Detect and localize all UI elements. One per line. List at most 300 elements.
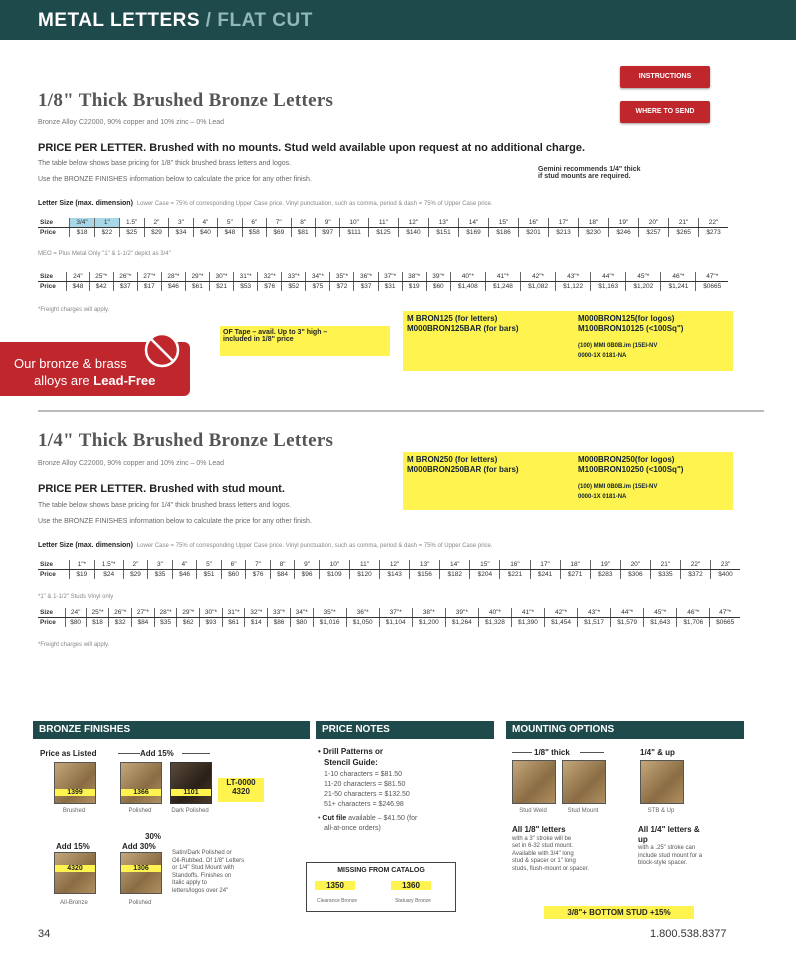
table-cell: $151 bbox=[428, 228, 458, 238]
table-cell: $1,643 bbox=[644, 618, 677, 628]
code-logos: M000BRON250(for logos) bbox=[578, 455, 675, 464]
table-cell: 31"* bbox=[222, 608, 245, 618]
row-label: Size bbox=[38, 218, 69, 228]
table-cell: $29 bbox=[144, 228, 168, 238]
table-cell: 30"* bbox=[200, 608, 223, 618]
table-cell: $257 bbox=[639, 228, 669, 238]
table-cell: 4" bbox=[172, 560, 197, 570]
section1-price-per-letter: PRICE PER LETTER. Brushed with no mounts. Stud weld available upon request at no additional charge. bbox=[38, 142, 586, 154]
no-lead-icon bbox=[144, 332, 180, 368]
missing-title: MISSING FROM CATALOG bbox=[337, 867, 425, 874]
table-cell: $1,706 bbox=[677, 618, 710, 628]
lead-free-line2: alloys are Lead-Free bbox=[34, 373, 156, 388]
section2-codes bbox=[403, 452, 733, 510]
table-cell: $76 bbox=[246, 570, 271, 580]
table-cell: $143 bbox=[380, 570, 410, 580]
table-cell: $1,264 bbox=[445, 618, 478, 628]
table-cell: 44"* bbox=[611, 608, 644, 618]
code-bars: M000BRON125BAR (for bars) bbox=[407, 324, 519, 333]
table-cell: $51 bbox=[197, 570, 222, 580]
table-cell: 35"* bbox=[313, 608, 346, 618]
section2-alloy: Bronze Alloy C22000, 90% copper and 10% zinc – 0% Lead bbox=[38, 460, 225, 467]
table-cell: $1,408 bbox=[450, 282, 485, 292]
table-cell: $156 bbox=[410, 570, 440, 580]
table-cell: $241 bbox=[530, 570, 560, 580]
table-cell: 30"* bbox=[210, 272, 234, 282]
table-cell: $60 bbox=[221, 570, 246, 580]
bracket-line bbox=[512, 752, 532, 753]
table-cell: $37 bbox=[354, 282, 378, 292]
table-cell: 18" bbox=[560, 560, 590, 570]
table-cell: 2" bbox=[123, 560, 148, 570]
list-item: 11-20 characters = $81.50 bbox=[324, 781, 406, 788]
section2-table-1 bbox=[38, 560, 740, 579]
thick-label: 1/8" thick bbox=[534, 748, 570, 757]
table-cell: 27"* bbox=[132, 608, 155, 618]
code-note-2: 0000-1X 0181-NA bbox=[578, 494, 627, 500]
swatch-polished: 1366 bbox=[120, 762, 162, 804]
instructions-button[interactable]: INSTRUCTIONS bbox=[620, 66, 710, 88]
code-note-2: 0000-1X 0181-NA bbox=[578, 353, 627, 359]
swatch-polished-2-label: Polished bbox=[128, 900, 152, 906]
table-cell: $221 bbox=[500, 570, 530, 580]
table-cell: 37"* bbox=[379, 608, 412, 618]
table-cell: 28"* bbox=[161, 272, 185, 282]
table-cell: $265 bbox=[669, 228, 699, 238]
stud-weld-label: Stud Weld bbox=[519, 808, 547, 814]
table-cell: $186 bbox=[488, 228, 518, 238]
table-cell: 42"* bbox=[520, 272, 555, 282]
swatch-polished-2: 1306 bbox=[120, 852, 162, 894]
row-label: Price bbox=[40, 571, 56, 578]
where-to-send-button[interactable]: WHERE TO SEND bbox=[620, 101, 710, 123]
drill-patterns-heading: • Drill Patterns or bbox=[318, 747, 384, 756]
gemini-recommendation: Gemini recommends 1/4" thick if stud mounts are required. bbox=[538, 166, 641, 180]
table-cell: 22" bbox=[680, 560, 710, 570]
bracket-line bbox=[580, 752, 604, 753]
row-label: Size bbox=[38, 272, 67, 282]
table-cell: 20" bbox=[639, 218, 669, 228]
table-cell: $24 bbox=[94, 570, 123, 580]
table-cell: 45"* bbox=[644, 608, 677, 618]
table-cell: 16" bbox=[519, 218, 549, 228]
row-label: Price bbox=[40, 229, 56, 236]
table-cell: $61 bbox=[222, 618, 245, 628]
mounting-right-note: All 1/4" letters & up with a .25" stroke can include stud mount for a block-style spacer. bbox=[638, 825, 703, 866]
list-item: 1-10 characters = $81.50 bbox=[324, 771, 403, 778]
row-label: Price bbox=[40, 283, 56, 290]
table-cell: $53 bbox=[234, 282, 258, 292]
table-cell: $0665 bbox=[696, 282, 728, 292]
table-cell: $273 bbox=[699, 228, 728, 238]
add15-top: Add 15% bbox=[140, 749, 174, 758]
table-cell: $372 bbox=[680, 570, 710, 580]
table-row bbox=[38, 618, 740, 628]
table-cell: 37"* bbox=[378, 272, 402, 282]
section1-line2: Use the BRONZE FINISHES information below to calculate the price for any other finish. bbox=[38, 176, 312, 183]
table-cell: $1,579 bbox=[611, 618, 644, 628]
table-cell: $75 bbox=[306, 282, 330, 292]
table-cell: $18 bbox=[69, 228, 94, 238]
table-cell: 11" bbox=[349, 560, 379, 570]
price-as-listed: Price as Listed bbox=[40, 749, 97, 758]
table-cell: $58 bbox=[242, 228, 266, 238]
table-cell: $61 bbox=[185, 282, 209, 292]
code-small-logos: M100BRON10125 (<100Sq") bbox=[578, 324, 684, 333]
table-cell: $213 bbox=[549, 228, 579, 238]
table-cell: 6" bbox=[242, 218, 266, 228]
section2-title: 1/4" Thick Brushed Bronze Letters bbox=[38, 430, 334, 451]
table-cell: 25"* bbox=[89, 272, 113, 282]
table-cell: 35"* bbox=[330, 272, 354, 282]
table-cell: $37 bbox=[113, 282, 137, 292]
table-cell: $201 bbox=[519, 228, 549, 238]
code-letters: M BRON125 (for letters) bbox=[407, 314, 498, 323]
table-cell: $271 bbox=[560, 570, 590, 580]
table-cell: $1,082 bbox=[520, 282, 555, 292]
section2-price-per-letter: PRICE PER LETTER. Brushed with stud mount. bbox=[38, 483, 285, 495]
table-cell: $21 bbox=[210, 282, 234, 292]
table-cell: 21" bbox=[650, 560, 680, 570]
table-cell: 26"* bbox=[109, 608, 132, 618]
table-cell: $246 bbox=[609, 228, 639, 238]
table-cell: $182 bbox=[440, 570, 470, 580]
table-cell: 29"* bbox=[185, 272, 209, 282]
table-cell: $111 bbox=[340, 228, 369, 238]
section1-line1: The table below shows base pricing for 1/8" thick brushed brass letters and logos. bbox=[38, 160, 292, 167]
table-cell: 38"* bbox=[412, 608, 445, 618]
table-cell: $306 bbox=[620, 570, 650, 580]
stb-label: STB & Up bbox=[647, 808, 675, 814]
missing-sub-2: Statuary Bronze bbox=[395, 898, 431, 904]
table-cell: 33"* bbox=[268, 608, 291, 618]
section2-note-a: *1" & 1-1/2" Studs Vinyl only bbox=[38, 594, 114, 600]
table-cell: $29 bbox=[123, 570, 148, 580]
table-cell: $1,016 bbox=[313, 618, 346, 628]
table-cell: $125 bbox=[368, 228, 398, 238]
table-cell: 5" bbox=[218, 218, 242, 228]
section1-note-a: MEO = Plus Metal Only "1" & 1-1/2" depict as 3/4" bbox=[38, 251, 171, 257]
table-cell: 26"* bbox=[113, 272, 137, 282]
table-cell: $1,241 bbox=[661, 282, 696, 292]
price-notes-bar: PRICE NOTES bbox=[316, 721, 494, 739]
table-row bbox=[38, 560, 740, 570]
stud-weld-image bbox=[512, 760, 556, 804]
table-cell: 42"* bbox=[544, 608, 577, 618]
section2-note-b: *Freight charges will apply. bbox=[38, 642, 110, 648]
table-cell: $400 bbox=[711, 570, 740, 580]
lead-free-badge bbox=[0, 342, 190, 396]
table-cell: $35 bbox=[148, 570, 173, 580]
table-cell: 7" bbox=[246, 560, 271, 570]
finishes-note: Satin/Dark Polished or Oil-Rubbed. Of 1/8" Letters or 1/4" Stud Mount with Standoffs. Finishes on Italic apply to letters/logos over 24" bbox=[172, 850, 245, 894]
table-cell: 8" bbox=[270, 560, 295, 570]
table-cell: $81 bbox=[291, 228, 315, 238]
table-cell: 24" bbox=[65, 608, 86, 618]
table-row bbox=[38, 272, 728, 282]
add30-label: Add 30% bbox=[122, 842, 156, 851]
table-cell: $31 bbox=[378, 282, 402, 292]
lead-free-line1: Our bronze & brass bbox=[14, 356, 127, 371]
table-cell: 25"* bbox=[86, 608, 109, 618]
section1-note-b: *Freight charges will apply. bbox=[38, 307, 110, 313]
table-cell: 46"* bbox=[677, 608, 710, 618]
table-cell: 12" bbox=[398, 218, 428, 228]
table-cell: 36"* bbox=[346, 608, 379, 618]
table-row bbox=[38, 608, 740, 618]
table-cell: 3" bbox=[148, 560, 173, 570]
table-cell: 1.5" bbox=[119, 218, 144, 228]
table-cell: $69 bbox=[267, 228, 291, 238]
table-cell: $14 bbox=[245, 618, 268, 628]
table-cell: $72 bbox=[330, 282, 354, 292]
table-cell: $93 bbox=[200, 618, 223, 628]
table-cell: 17" bbox=[549, 218, 579, 228]
code-note-1: (100) MMI 0B0B.im (15EI-NV bbox=[578, 343, 658, 349]
table-cell: 9" bbox=[315, 218, 339, 228]
table-cell: $140 bbox=[398, 228, 428, 238]
table-cell: $52 bbox=[282, 282, 306, 292]
table-cell: 9" bbox=[295, 560, 320, 570]
table-cell: 13" bbox=[428, 218, 458, 228]
table-cell: $32 bbox=[109, 618, 132, 628]
table-cell: 1"* bbox=[70, 560, 95, 570]
table-cell: 40"* bbox=[478, 608, 511, 618]
table-cell: 12" bbox=[380, 560, 410, 570]
table-cell: $19 bbox=[402, 282, 426, 292]
add30-top: 30% bbox=[145, 832, 162, 841]
table-cell: 43"* bbox=[556, 272, 591, 282]
table-cell: $120 bbox=[349, 570, 379, 580]
table-cell: $1,200 bbox=[412, 618, 445, 628]
missing-sub-1: Clearance Bronze bbox=[316, 898, 358, 904]
table-cell: $1,122 bbox=[556, 282, 591, 292]
table-cell: $1,202 bbox=[626, 282, 661, 292]
table-cell: $283 bbox=[590, 570, 620, 580]
table-cell: 8" bbox=[291, 218, 315, 228]
table-cell: 1" bbox=[95, 218, 119, 228]
section1-table-1 bbox=[38, 218, 728, 237]
drill-price-list bbox=[324, 770, 410, 810]
stock-code: LT-0000 4320 bbox=[218, 778, 264, 802]
section1-table-2 bbox=[38, 272, 728, 291]
table-cell: $17 bbox=[137, 282, 161, 292]
table-cell: 24" bbox=[67, 272, 89, 282]
table-cell: 7" bbox=[267, 218, 291, 228]
table-cell: 14" bbox=[458, 218, 488, 228]
table-cell: 38"* bbox=[402, 272, 426, 282]
table-cell: $80 bbox=[65, 618, 86, 628]
table-cell: 36"* bbox=[354, 272, 378, 282]
bottom-stud-note: 3/8"+ BOTTOM STUD +15% bbox=[544, 906, 694, 919]
table-cell: $35 bbox=[154, 618, 177, 628]
table-cell: $97 bbox=[315, 228, 339, 238]
table-cell: 46"* bbox=[661, 272, 696, 282]
table-cell: $19 bbox=[70, 570, 95, 580]
table-cell: $86 bbox=[268, 618, 291, 628]
table-cell: 39"* bbox=[445, 608, 478, 618]
table-cell: 19" bbox=[609, 218, 639, 228]
table-cell: $18 bbox=[86, 618, 109, 628]
table-cell: 33"* bbox=[282, 272, 306, 282]
table-cell: $40 bbox=[193, 228, 217, 238]
table-cell: $0665 bbox=[710, 618, 740, 628]
table-cell: $84 bbox=[270, 570, 295, 580]
table-row bbox=[38, 570, 740, 580]
table-cell: 19" bbox=[590, 560, 620, 570]
table-cell: $62 bbox=[177, 618, 200, 628]
table-cell: 3" bbox=[169, 218, 193, 228]
table-cell: 5" bbox=[197, 560, 222, 570]
swatch-all-bronze: 4320 bbox=[54, 852, 96, 894]
of-tape-callout: OF Tape – avail. Up to 3" high – included in 1/8" price bbox=[220, 326, 390, 356]
table-cell: $96 bbox=[295, 570, 320, 580]
section2-table-2 bbox=[38, 608, 740, 627]
table-cell: 13" bbox=[410, 560, 440, 570]
code-small-logos: M100BRON10250 (<100Sq") bbox=[578, 465, 684, 474]
table-cell: 20" bbox=[620, 560, 650, 570]
list-item: 51+ characters = $246.98 bbox=[324, 801, 404, 808]
code-bars: M000BRON250BAR (for bars) bbox=[407, 465, 519, 474]
table-cell: $48 bbox=[67, 282, 89, 292]
table-cell: 4" bbox=[193, 218, 217, 228]
table-row bbox=[38, 228, 728, 238]
row-label: Size bbox=[38, 560, 70, 570]
row-label: Size bbox=[38, 608, 65, 618]
table-cell: 34"* bbox=[306, 272, 330, 282]
table-cell: 45"* bbox=[626, 272, 661, 282]
table-cell: 18" bbox=[579, 218, 609, 228]
section1-title: 1/8" Thick Brushed Bronze Letters bbox=[38, 90, 334, 111]
table-row bbox=[38, 282, 728, 292]
bracket-line bbox=[118, 753, 140, 754]
table-cell: $169 bbox=[458, 228, 488, 238]
row-label: Price bbox=[40, 619, 56, 626]
table-cell: $46 bbox=[172, 570, 197, 580]
table-cell: 3/4" bbox=[69, 218, 94, 228]
table-cell: 40"* bbox=[450, 272, 485, 282]
swatch-all-bronze-label: All-Bronze bbox=[60, 900, 88, 906]
table-cell: 31"* bbox=[234, 272, 258, 282]
table-cell: 11" bbox=[368, 218, 398, 228]
section2-letter-size: Letter Size (max. dimension) Lower Case = 75% of corresponding Upper Case price. Vinyl punctuation, such as comma, period & dash = 75% of Upper Case price. bbox=[38, 542, 493, 549]
table-cell: $42 bbox=[89, 282, 113, 292]
stud-mount-label: Stud Mount bbox=[567, 808, 599, 814]
table-cell: $335 bbox=[650, 570, 680, 580]
table-cell: $1,163 bbox=[591, 282, 626, 292]
code-letters: M BRON250 (for letters) bbox=[407, 455, 498, 464]
table-cell: 47"* bbox=[710, 608, 740, 618]
table-cell: $76 bbox=[258, 282, 282, 292]
table-cell: 15" bbox=[488, 218, 518, 228]
swatch-brushed-label: Brushed bbox=[62, 808, 86, 814]
page-number: 34 bbox=[38, 928, 51, 940]
table-cell: 41"* bbox=[485, 272, 520, 282]
section-divider bbox=[38, 410, 764, 412]
code-note-1: (100) MMI 0B0B.im (15EI-NV bbox=[578, 484, 658, 490]
table-cell: $84 bbox=[132, 618, 155, 628]
table-cell: $80 bbox=[290, 618, 313, 628]
table-cell: $204 bbox=[470, 570, 500, 580]
table-cell: 6" bbox=[221, 560, 246, 570]
swatch-dark-polished: 1101 bbox=[170, 762, 212, 804]
table-cell: 41"* bbox=[511, 608, 544, 618]
table-cell: $109 bbox=[319, 570, 349, 580]
section1-codes bbox=[403, 311, 733, 371]
table-cell: 10" bbox=[340, 218, 369, 228]
table-cell: $1,328 bbox=[478, 618, 511, 628]
mounting-bar: MOUNTING OPTIONS bbox=[506, 721, 744, 739]
quarter-label: 1/4" & up bbox=[640, 748, 675, 757]
cut-file-note-2: all-at-once orders) bbox=[324, 825, 381, 832]
table-cell: $34 bbox=[169, 228, 193, 238]
missing-code-2: 1360 bbox=[391, 881, 431, 890]
swatch-brushed: 1399 bbox=[54, 762, 96, 804]
table-cell: 29"* bbox=[177, 608, 200, 618]
table-cell: 47"* bbox=[696, 272, 728, 282]
table-cell: 32"* bbox=[245, 608, 268, 618]
stencil-guide-heading: Stencil Guide: bbox=[324, 758, 378, 767]
table-cell: 2" bbox=[144, 218, 168, 228]
table-cell: 16" bbox=[500, 560, 530, 570]
stb-image bbox=[640, 760, 684, 804]
swatch-polished-label: Polished bbox=[128, 808, 152, 814]
table-cell: $1,517 bbox=[578, 618, 611, 628]
table-cell: 39"* bbox=[426, 272, 450, 282]
table-cell: $1,050 bbox=[346, 618, 379, 628]
stud-mount-image bbox=[562, 760, 606, 804]
swatch-dark-label: Dark Polished bbox=[171, 808, 209, 814]
table-cell: $60 bbox=[426, 282, 450, 292]
table-cell: $25 bbox=[119, 228, 144, 238]
table-cell: $46 bbox=[161, 282, 185, 292]
table-cell: $1,454 bbox=[544, 618, 577, 628]
finishes-bar: BRONZE FINISHES bbox=[33, 721, 310, 739]
table-cell: 28"* bbox=[154, 608, 177, 618]
table-row bbox=[38, 218, 728, 228]
missing-code-1: 1350 bbox=[315, 881, 355, 890]
bracket-line bbox=[182, 753, 210, 754]
table-cell: $22 bbox=[95, 228, 119, 238]
table-cell: 15" bbox=[470, 560, 500, 570]
table-cell: $1,104 bbox=[379, 618, 412, 628]
missing-from-catalog-box bbox=[306, 862, 456, 912]
section1-alloy: Bronze Alloy C22000, 90% copper and 10% zinc – 0% Lead bbox=[38, 119, 225, 126]
section1-letter-size: Letter Size (max. dimension) Lower Case = 75% of corresponding Upper Case price. Vinyl punctuation, such as comma, period & dash = 75% of Upper Case price. bbox=[38, 200, 493, 207]
table-cell: $48 bbox=[218, 228, 242, 238]
table-cell: 10" bbox=[319, 560, 349, 570]
table-cell: $1,248 bbox=[485, 282, 520, 292]
table-cell: 22" bbox=[699, 218, 728, 228]
table-cell: 1.5"* bbox=[94, 560, 123, 570]
table-cell: 17" bbox=[530, 560, 560, 570]
table-cell: 14" bbox=[440, 560, 470, 570]
table-cell: 23" bbox=[711, 560, 740, 570]
section2-line1: The table below shows base pricing for 1/4" thick brushed brass letters and logos. bbox=[38, 502, 292, 509]
add15-label: Add 15% bbox=[56, 842, 90, 851]
code-logos: M000BRON125(for logos) bbox=[578, 314, 675, 323]
table-cell: $230 bbox=[579, 228, 609, 238]
table-cell: 32"* bbox=[258, 272, 282, 282]
cut-file-note: • Cut file available – $41.50 (for bbox=[318, 815, 418, 822]
table-cell: 44"* bbox=[591, 272, 626, 282]
table-cell: 27"* bbox=[137, 272, 161, 282]
section2-line2: Use the BRONZE FINISHES information below to calculate the price for any other finish. bbox=[38, 518, 312, 525]
list-item: 21-50 characters = $132.50 bbox=[324, 791, 410, 798]
mounting-left-note: All 1/8" letters with a 3" stroke will be set in 6-32 stud mount. Available with 3/4" long stud & spacer or 1" long studs, flush-mount or spacer. bbox=[512, 825, 590, 872]
table-cell: 34"* bbox=[290, 608, 313, 618]
table-cell: $1,390 bbox=[511, 618, 544, 628]
